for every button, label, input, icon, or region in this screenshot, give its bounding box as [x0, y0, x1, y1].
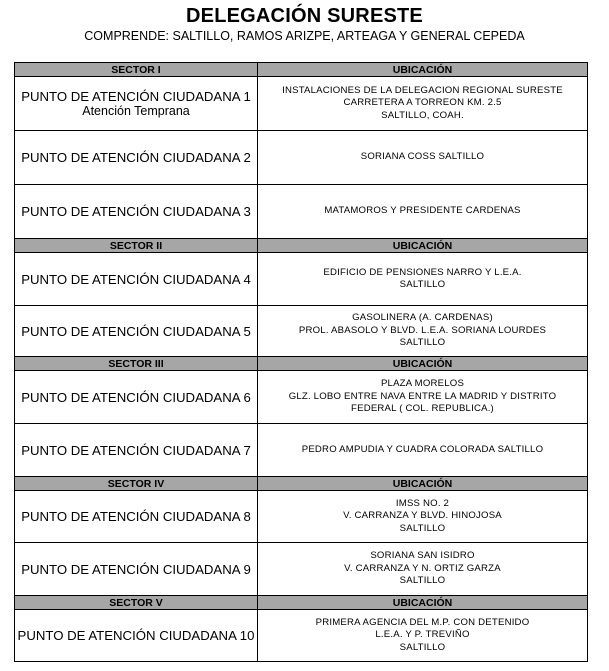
location-line: SORIANA SAN ISIDRO: [370, 550, 475, 562]
location-line: FEDERAL ( COL. REPUBLICA.): [351, 403, 494, 415]
table-row: [15, 185, 588, 239]
sector-header-row: [15, 477, 588, 491]
sector-header-row: [15, 239, 588, 253]
point-location: [258, 491, 588, 543]
point-location: [258, 610, 588, 662]
point-name: PUNTO DE ATENCIÓN CIUDADANA 5: [15, 306, 258, 357]
point-location: [258, 185, 588, 239]
location-line: SALTILLO: [399, 279, 446, 290]
location-line: SALTILLO, COAH.: [381, 109, 464, 121]
sector-label: SECTOR V: [15, 596, 258, 610]
location-line: SALTILLO: [399, 641, 446, 653]
point-name: PUNTO DE ATENCIÓN CIUDADANA 2: [15, 131, 258, 185]
table-row: [15, 371, 588, 424]
sector-header-row: [15, 357, 588, 371]
point-name: PUNTO DE ATENCIÓN CIUDADANA 3: [15, 185, 258, 239]
location-line: SALTILLO: [399, 522, 446, 534]
location-line: GLZ. LOBO ENTRE NAVA ENTRE LA MADRID Y DISTRITO: [288, 390, 557, 402]
location-header: UBICACIÓN: [258, 596, 588, 610]
point-name: PUNTO DE ATENCIÓN CIUDADANA 4: [15, 253, 258, 306]
location-line: EDIFICIO DE PENSIONES NARRO Y L.E.A.: [323, 266, 522, 278]
point-name: PUNTO DE ATENCIÓN CIUDADANA 8: [15, 491, 258, 543]
table-row: [15, 306, 588, 357]
location-line: SALTILLO: [399, 575, 446, 587]
location-line: PROL. ABASOLO Y BLVD. L.E.A. SORIANA LOURDES: [298, 324, 547, 336]
point-location: [258, 131, 588, 185]
location-line: IMSS NO. 2: [395, 497, 450, 509]
point-name: [15, 77, 258, 131]
point-location: [258, 543, 588, 596]
table-row: [15, 491, 588, 543]
location-header: UBICACIÓN: [258, 357, 588, 371]
page-subtitle: COMPRENDE: SALTILLO, RAMOS ARIZPE, ARTEAGA Y GENERAL CEPEDA: [84, 29, 525, 43]
sector-label: SECTOR IV: [15, 477, 258, 491]
service-points-table: [14, 62, 588, 662]
page-title: DELEGACIÓN SURESTE: [186, 5, 423, 27]
point-location: [258, 424, 588, 477]
point-location: [258, 253, 588, 306]
sector-header-row: [15, 596, 588, 610]
location-line: V. CARRANZA Y BLVD. HINOJOSA: [343, 510, 502, 522]
sector-label: SECTOR I: [15, 63, 258, 77]
table-row: [15, 543, 588, 596]
point-subtitle: Atención Temprana: [82, 103, 190, 118]
location-line: MATAMOROS Y PRESIDENTE CARDENAS: [324, 205, 521, 217]
table-row: [15, 424, 588, 477]
location-line: INSTALACIONES DE LA DELEGACION REGIONAL SURESTE: [282, 84, 563, 96]
point-name: PUNTO DE ATENCIÓN CIUDADANA 10: [15, 610, 258, 662]
location-line: V. CARRANZA Y N. ORTIZ GARZA: [344, 562, 501, 574]
table-row: [15, 253, 588, 306]
sector-label: SECTOR III: [15, 357, 258, 371]
location-line: PRIMERA AGENCIA DEL M.P. CON DETENIDO: [315, 616, 530, 628]
point-name-text: PUNTO DE ATENCIÓN CIUDADANA 1: [21, 88, 251, 104]
sector-header-row: [15, 63, 588, 77]
point-location: [258, 306, 588, 357]
point-name: PUNTO DE ATENCIÓN CIUDADANA 6: [15, 371, 258, 424]
location-line: SORIANA COSS SALTILLO: [360, 151, 485, 163]
location-header: UBICACIÓN: [258, 477, 588, 491]
location-line: SALTILLO: [399, 337, 446, 349]
location-header: UBICACIÓN: [258, 239, 588, 253]
point-location: [258, 371, 588, 424]
location-line: L.E.A. Y P. TREVIÑO: [375, 629, 470, 641]
table-row: [15, 77, 588, 131]
point-name: PUNTO DE ATENCIÓN CIUDADANA 7: [15, 424, 258, 477]
point-name: PUNTO DE ATENCIÓN CIUDADANA 9: [15, 543, 258, 596]
point-location: [258, 77, 588, 131]
location-line: PLAZA MORELOS: [380, 378, 465, 390]
table-row: [15, 131, 588, 185]
sector-label: SECTOR II: [15, 239, 258, 253]
table-row: [15, 610, 588, 662]
location-line: PEDRO AMPUDIA Y CUADRA COLORADA SALTILLO: [301, 443, 544, 455]
location-header: UBICACIÓN: [258, 63, 588, 77]
location-line: GASOLINERA (A. CARDENAS): [352, 312, 493, 324]
location-line: CARRETERA A TORREON KM. 2.5: [343, 97, 502, 109]
